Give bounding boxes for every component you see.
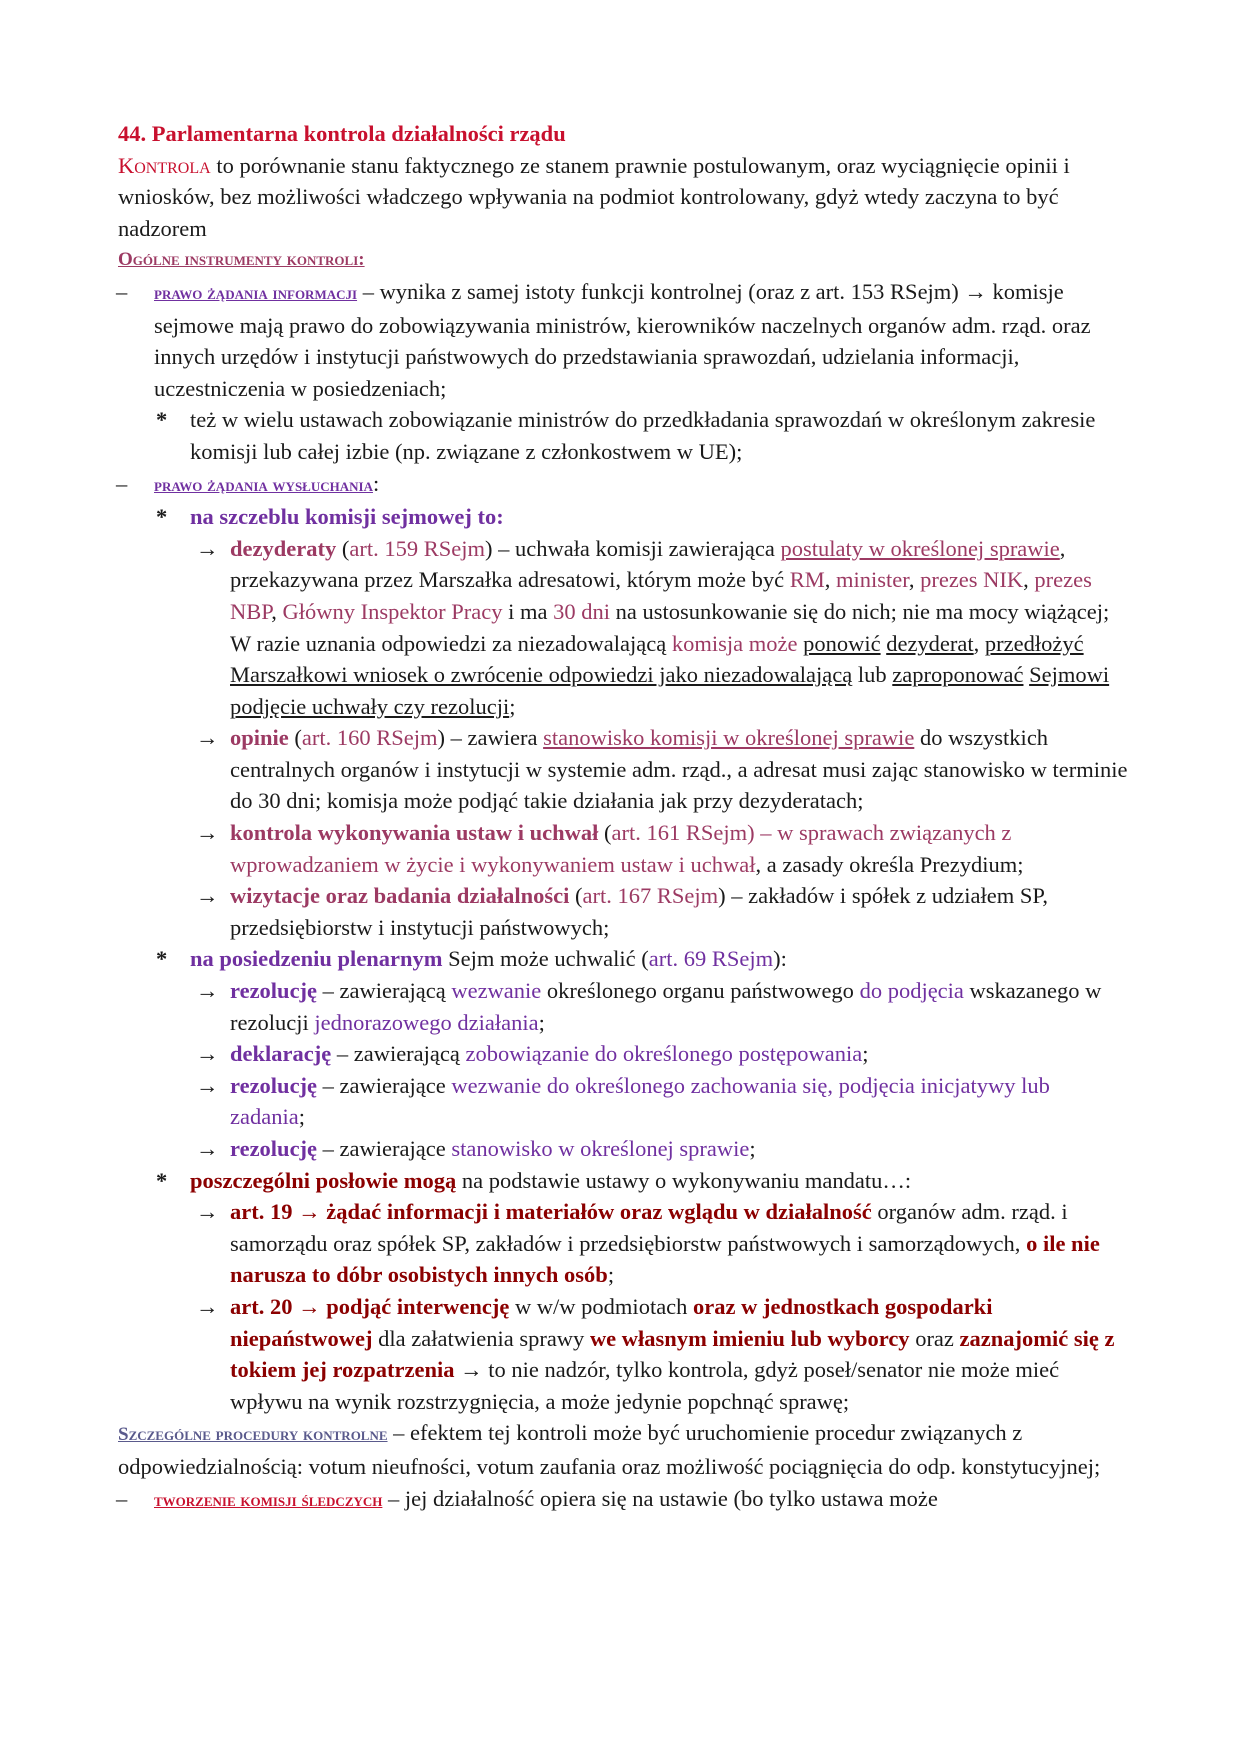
text-run: określonego organu państwowego [541,978,860,1004]
list-item-mps [118,1165,1128,1197]
text-run: – zawierającą [331,1041,466,1067]
arrow-marker: → [196,535,219,561]
hearing-right-label: prawo żądania wysłuchania [154,474,373,496]
arrow-marker: → [196,883,219,909]
text-run: ; [509,693,516,719]
text-run: ( [569,883,583,909]
text-run: wskazanego w rezolucji [230,978,1102,1035]
article-ref: art. 160 RSejm [301,725,438,751]
text-run: , a zasady określa Prezydium; [755,851,1024,877]
list-item-rezolucja-3 [118,1133,1128,1165]
info-sub-text: też w wielu ustawach zobowiązanie ministrów do przedkładania sprawozdań w określonym zakresie komisji lub całej izbie (np. związane z członkostwem w UE); [190,407,1096,464]
article-ref: art. 161 RSejm [611,820,748,846]
text-run: oraz w jednostkach gospodarki niepaństwowej [230,1293,993,1351]
text-run: ; [298,1104,305,1130]
intro-text: to porównanie stanu faktycznego ze stanem prawnie postulowanym, oraz wyciągnięcie opinii i wniosków, bez możliwości władczego wpływania na podmiot kontrolowany, gdyż wtedy zaczyna to być nadzorem [118,152,1070,241]
mps-heading: poszczególni posłowie mogą [190,1167,457,1193]
text-run: ) – uchwała komisji zawierająca [484,535,781,561]
arrow-marker: → [196,1041,219,1067]
text-run: ) – zakładów i spółek z udziałem SP, przedsiębiorstw i instytucji państwowych; [230,883,1049,940]
page-title: 44. Parlamentarna kontrola działalności rządu [118,121,566,146]
inquiry-label: tworzenie komisji śledczych [154,1489,383,1511]
text-run: i ma [502,598,554,624]
text-run: ( [288,725,302,751]
list-item-opinie [118,722,1128,817]
text-run: ( [336,535,350,561]
list-item-inquiry [118,1483,1128,1517]
rezolucja-term: rezolucję [230,978,318,1004]
text-run: , [973,630,985,656]
text-run: zobowiązanie do określonego postępowania [465,1041,863,1067]
list-item-info-sub [118,404,1128,467]
list-item-plenary [118,943,1128,975]
text-run: oraz [909,1325,960,1351]
deklaracja-term: deklarację [230,1041,332,1067]
text-run: ; [862,1041,869,1067]
arrow-marker: → [196,820,219,846]
arrow-marker: → [196,1072,219,1098]
text-run: → [292,1199,327,1225]
arrow-marker: → [196,1136,219,1161]
text-run: , [1023,567,1035,593]
dash-marker: – [116,278,128,304]
document-page [118,118,1128,1516]
text-run: organów adm. rząd. i samorządu oraz spółek SP, zakładów i przedsiębiorstw państwowych i samorządowych, [230,1199,1068,1256]
text-run: dla załatwienia sprawy [372,1325,590,1351]
intro-term: Kontrola [118,152,211,178]
text-run: Główny Inspektor Pracy [282,598,503,624]
arrow-marker: → [196,978,219,1004]
star-marker: * [156,504,168,530]
plenary-heading: na posiedzeniu plenarnym [190,946,443,972]
text-run: na podstawie ustawy o wykonywaniu mandatu…: [456,1167,912,1193]
text-run: przedłożyć Marszałkowi wniosek o zwrócenie odpowiedzi jako niezadowalającą [230,630,1084,688]
text-run: prezes NBP [230,567,1092,624]
special-procedures-text: – efektem tej kontroli może być uruchomienie procedur związanych z odpowiedzialnością: votum nieufności, votum zaufania oraz możliwość pociągnięcia do odp. konstytucyjnej; [118,1420,1101,1479]
list-item-hearing-right [118,468,1128,502]
text-run: – zawierające [317,1072,452,1098]
text-run: ) – w sprawach związanych z wprowadzaniem w życie i wykonywaniem ustaw i uchwał [230,820,1012,877]
dezyderaty-term: dezyderaty [230,535,337,561]
star-marker: * [156,946,168,972]
text-run: , [824,567,836,593]
general-instruments-heading: Ogólne instrumenty kontroli: [118,249,365,271]
text-run: RM [789,567,825,593]
opinie-term: opinie [230,725,289,751]
article-ref: art. 20 [230,1293,293,1319]
text-run: zaznajomić się z tokiem jej rozpatrzenia [230,1325,1115,1383]
article-ref: art. 159 RSejm [349,535,485,561]
arrow-marker: → [196,1199,219,1225]
text-run: do wszystkich centralnych organów i instytucji w systemie adm. rząd., a adresat musi zając stanowisko w terminie do 30 dni; komisja może podjąć takie działania jak przy dezyderatach; [230,725,1128,814]
text-run: prezes NIK [920,567,1024,593]
text-run: zaproponować [892,662,1024,688]
text-run: ) – zawiera [437,725,544,751]
committee-heading: na szczeblu komisji sejmowej to: [190,504,504,530]
text-run: – zawierającą [317,978,452,1004]
text-run: stanowisko komisji w określonej sprawie [543,725,915,751]
special-procedures-paragraph [118,1417,1128,1482]
text-run: ; [749,1136,756,1161]
star-marker: * [156,407,168,433]
hearing-colon: : [372,470,380,496]
list-item-kontrola [118,817,1128,880]
text-run: w w/w podmiotach [509,1293,694,1319]
rezolucja-term: rezolucję [230,1072,318,1098]
arrow-marker: → [196,1293,219,1319]
list-item-wizytacje [118,880,1128,943]
dash-marker: – [116,1485,128,1511]
text-run: podjąć interwencję [326,1293,510,1319]
text-run: ; [607,1262,615,1288]
text-run: Sejmowi podjęcie uchwały czy rezolucji [230,662,1110,719]
kontrola-term: kontrola wykonywania ustaw i uchwał [230,820,599,846]
text-run: wezwanie [451,978,542,1004]
list-item-dezyderaty [118,533,1128,723]
text-run: dezyderat [886,630,974,656]
text-run: ( [598,820,612,846]
text-run: żądać informacji i materiałów oraz wglądu w działalność [326,1199,872,1225]
text-run: ; [538,1009,545,1035]
text-run: wezwanie do określonego zachowania się, podjęcia inicjatywy lub zadania [230,1072,1050,1130]
rezolucja-term: rezolucję [230,1136,318,1161]
special-procedures-heading: Szczególne procedury kontrolne [118,1424,388,1446]
article-ref: art. 69 RSejm [648,946,774,972]
list-item-rezolucja-2 [118,1070,1128,1133]
text-run: minister [836,567,909,593]
text-run: ): [773,946,787,972]
text-run: stanowisko w określonej sprawie [451,1136,750,1161]
text-run: 30 dni [553,598,611,624]
star-marker: * [156,1167,168,1193]
text-run: we własnym imieniu lub wyborcy [589,1325,910,1351]
text-run: , przekazywana przez Marszałka adresatowi, którym może być [230,535,1066,593]
article-ref: art. 19 [230,1199,293,1225]
text-run: na ustosunkowanie się do nich; nie ma mocy wiążącej; W razie uznania odpowiedzi za niezadowalającą [230,598,1110,656]
dash-marker: – [116,470,128,496]
wizytacje-term: wizytacje oraz badania działalności [230,883,570,909]
text-run: postulaty w określonej sprawie [780,535,1060,561]
list-item-art19 [118,1196,1128,1291]
list-item-rezolucja-1 [118,975,1128,1038]
text-run: komisja może [671,630,798,656]
list-item-committee [118,501,1128,533]
info-right-label: prawo żądania informacji [154,282,358,304]
text-run: do podjęcia [859,978,964,1004]
text-run: , [908,567,921,593]
list-item-info-right [118,276,1128,404]
text-run: → [292,1293,327,1319]
inquiry-text: – jej działalność opiera się na ustawie (bo tylko ustawa może [382,1485,938,1511]
text-run: o ile nie narusza to dóbr osobistych innych osób [230,1230,1100,1288]
text-run: ponowić [803,630,881,656]
article-ref: art. 167 RSejm [582,883,719,909]
text-run: Sejm może uchwalić ( [442,946,649,972]
text-run: → to nie nadzór, tylko kontrola, gdyż poseł/senator nie może mieć wpływu na wynik rozstrzygnięcia, a może jedynie popchnąć sprawę; [230,1357,1060,1414]
info-right-text: – wynika z samej istoty funkcji kontrolnej (oraz z art. 153 RSejm) → komisje sejmowe mają prawo do zobowiązywania ministrów, kierowników naczelnych organów adm. rząd. oraz innych urzędów i instytucji państwowych do przedstawiania sprawozdań, udzielania informacji, uczestniczenia w posiedzeniach; [154,278,1091,401]
text-run: , [271,598,283,624]
arrow-marker: → [196,725,219,751]
text-run: jednorazowego działania [314,1009,539,1035]
text-run: lub [852,662,893,688]
text-run: – zawierające [317,1136,452,1161]
list-item-deklaracja [118,1038,1128,1070]
intro-paragraph [118,150,1128,245]
list-item-art20 [118,1291,1128,1417]
